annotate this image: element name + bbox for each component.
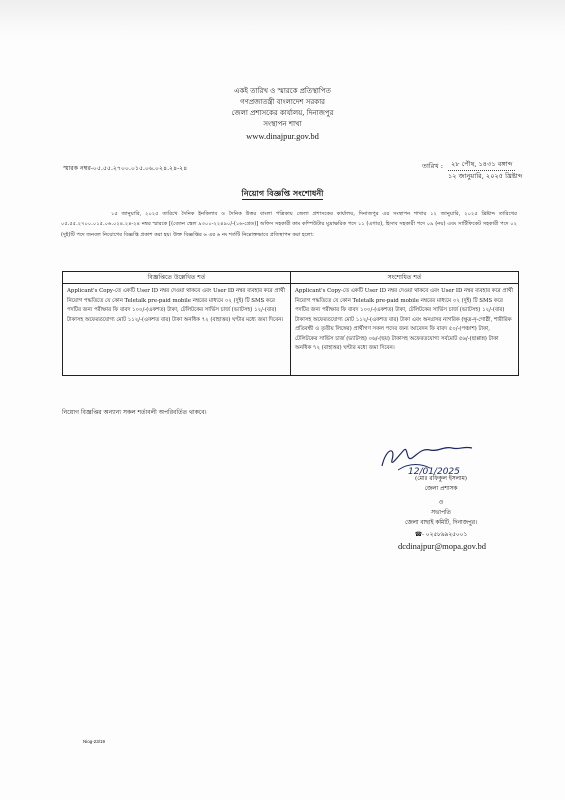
- header-section: সংস্থাপন শাখা: [263, 120, 302, 128]
- date-label: তারিখ :: [422, 162, 444, 170]
- signer-name: (মোঃ রফিকুল ইসলাম): [414, 476, 468, 482]
- revised-condition-cell: Applicant's Copy-তে একটি User ID নম্বর দেওয়া থাকবে এবং User ID নম্বর ব্যবহার করে প্রার্থী নিয়োগ পদ্ধতিতে যে কোন Teletalk pre-paid mobile নম্বরের মাধ্যমে ০২ (দুই) টি SMS করে পদটির জন্য পরীক্ষার ফি বাবদ ১০০/-(একশত) টাকা, টেলিটকের সার্ভিস চার্জ (ভ্যাটসহ) ১২/-(বার) টাকাসহ অফেরতযোগ্য মোট ১১২/-(একশত বার) টাকা এবং অনগ্রসর নাগরিক (ক্ষুদ্র-নৃ-গোষ্ঠী, শারীরিক প্রতিবন্ধী ও তৃতীয় লিঙ্গের) প্রার্থীগণ সকল পদের জন্য আবেদন ফি বাবদ ৫০/-(পঞ্চাশ) টাকা, টেলিটকের সার্ভিস চার্জ (ভ্যাটসহ) ০৬/-(ছয়) টাকাসহ অফেরতযোগ্য সর্বমোট ৫৬/-(ছাপ্পান্ন) টাকা অনধিক ৭২ (বাহাত্তর) ঘণ্টার মধ্যে জমা দিবেন।: [291, 284, 519, 376]
- header-revised-condition: সংশোধিত শর্ত: [291, 272, 519, 284]
- header-original-condition: বিজ্ঞপ্তিতে উল্লেখিত শর্ত: [63, 272, 291, 284]
- original-condition-cell: Applicant's Copy-তে একটি User ID নম্বর দেওয়া থাকবে এবং User ID নম্বর ব্যবহার করে প্রার্থী নিয়োগ পদ্ধতিতে যে কোন Teletalk pre-paid mobile নম্বরের মাধ্যমে ০২ (দুই) টি SMS করে পদটির জন্য পরীক্ষার ফি বাবদ ১০০/-(একশত) টাকা, টেলিটকের সার্ভিস চার্জ (ভ্যাটসহ) ১২/-(বার) টাকাসহ অফেরতযোগ্য মোট ১১২/-(একশত বার) টাকা অনধিক ৭২ (বাহাত্তর) ঘণ্টার মধ্যে জমা দিবেন।: [63, 284, 291, 376]
- signer-email: dcdinajpur@mopa.gov.bd: [397, 541, 486, 551]
- notice-title-text: নিয়োগ বিজ্ঞপ্তি সংশোধনী: [241, 188, 324, 198]
- footer-code: Niog-23/19: [83, 739, 106, 744]
- date-english: ১২ জানুয়ারি, ২০২৫ খ্রিষ্টাব্দ: [448, 172, 523, 180]
- body-paragraph: [61, 209, 517, 240]
- signer-committee: জেলা বাছাই কমিটি, দিনাজপুর।: [404, 520, 477, 526]
- table-header-row: [63, 272, 519, 284]
- notice-title: [0, 188, 565, 201]
- scan-shadow: [0, 0, 565, 40]
- memo-number: স্মারক নম্বর-০৫.৫৫.২৭০০.০১৫.০৬.০২৪.২৪-২৪: [63, 165, 188, 172]
- signer-designation: জেলা প্রশাসক: [424, 486, 458, 492]
- table-row: [63, 284, 519, 376]
- body-text: ১৫ জানুয়ারি, ২০২৫ তারিখে দৈনিক ইনকিলাব ও দৈনিক উত্তর বাংলা পত্রিকায় জেলা প্রশাসকের কার্যালয়, দিনাজপুর এর সংস্থাপন শাখার ১২ জানুয়ারি, ২০২৫ খ্রিষ্টাব্দ তারিখের ০৫.৫৫.২৭০০.০১৫.০৬.০২৪.২৪-২৪ নম্বর স্মারকে [(বেতন স্কেল ৯৩০০-২২৪৯০/-(১৬-গ্রেড)] অফিস সহকারী কাম কম্পিউটার মুদ্রাক্ষরিক পদে ১১ (এগার), হিসাব সহকারী পদে ০৯ (নয়) এবং সার্টিফিকেট সহকারী পদে ০২ (দুই)টি পদে জনবল নিয়োগের বিজ্ঞপ্তি প্রকাশ করা হয়। উক্ত বিজ্ঞপ্তির ৬ এর ৬ নং শর্তটি নিম্নোক্তভাবে প্রতিস্থাপন করা হলো:: [61, 211, 517, 238]
- signer-conjunction: ও: [438, 500, 444, 506]
- handwritten-signature: [378, 440, 498, 478]
- header-website: www.dinajpur.gov.bd: [246, 131, 319, 141]
- header-office: জেলা প্রশাসকের কার্যালয়, দিনাজপুর: [231, 109, 334, 117]
- signature-date: 12/01/2025: [408, 467, 460, 477]
- date-bangla-text: ২৮ পৌষ, ১৪৩১ বঙ্গাব্দ: [448, 158, 515, 171]
- signer-phone: ☎- ০২৫৮৯৯২৫০০১: [414, 532, 468, 538]
- header-government: গণপ্রজাতন্ত্রী বাংলাদেশ সরকার: [240, 98, 325, 106]
- signer-role: সভাপতি: [431, 510, 451, 516]
- amendment-table: [62, 271, 519, 376]
- unchanged-note: নিয়োগ বিজ্ঞপ্তির অন্যান্য সকল শর্তাবলী অপরিবর্তিত থাকবে।: [62, 409, 207, 416]
- header-replaced-note: একই তারিখ ও স্মারকে প্রতিস্থাপিত: [234, 87, 331, 95]
